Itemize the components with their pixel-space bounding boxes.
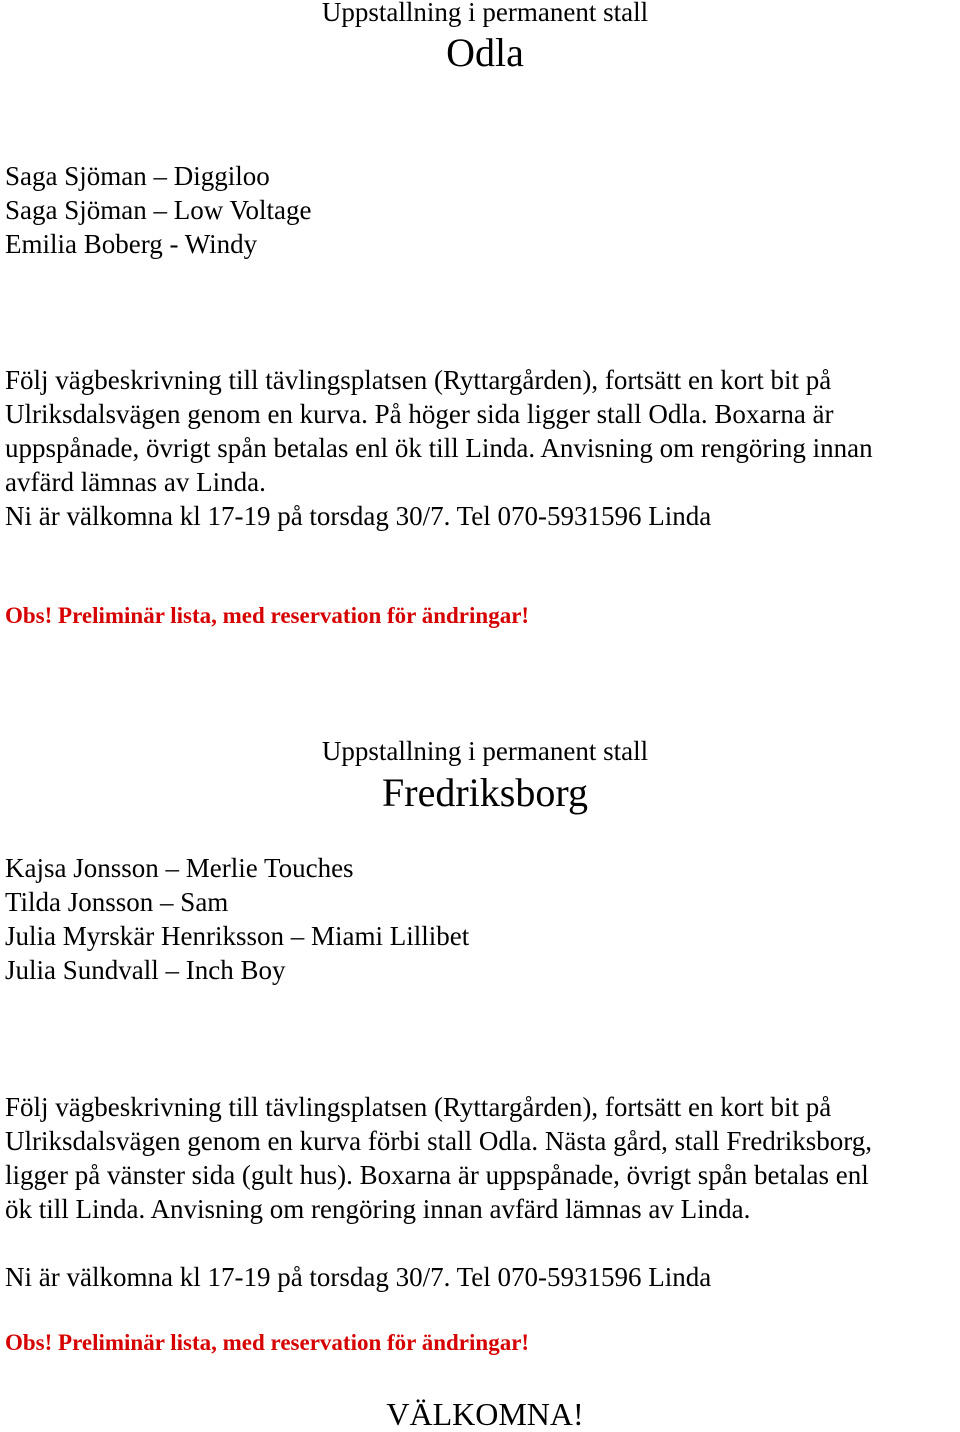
rider-entry: Tilda Jonsson – Sam	[5, 887, 229, 917]
closing-greeting: VÄLKOMNA!	[386, 1396, 584, 1432]
directions-line: Följ vägbeskrivning till tävlingsplatsen (Ryttargården), fortsätt en kort bit på	[5, 365, 832, 395]
directions-line: Ulriksdalsvägen genom en kurva förbi stall Odla. Nästa gård, stall Fredriksborg,	[5, 1126, 873, 1156]
rider-entry: Emilia Boberg - Windy	[5, 229, 258, 259]
rider-entry: Julia Sundvall – Inch Boy	[5, 955, 286, 985]
section-title: Fredriksborg	[382, 770, 588, 815]
directions-line: ök till Linda. Anvisning om rengöring innan avfärd lämnas av Linda.	[5, 1194, 751, 1224]
rider-entry: Saga Sjöman – Low Voltage	[5, 195, 312, 225]
directions-line: Följ vägbeskrivning till tävlingsplatsen (Ryttargården), fortsätt en kort bit på	[5, 1092, 832, 1122]
preliminary-notice: Obs! Preliminär lista, med reservation för ändringar!	[5, 603, 530, 628]
directions-line: uppspånade, övrigt spån betalas enl ök till Linda. Anvisning om rengöring innan	[5, 433, 873, 463]
directions-line: ligger på vänster sida (gult hus). Boxarna är uppspånade, övrigt spån betalas enl	[5, 1160, 869, 1190]
rider-entry: Kajsa Jonsson – Merlie Touches	[5, 853, 354, 883]
rider-entry: Saga Sjöman – Diggiloo	[5, 161, 270, 191]
section-subtitle: Uppstallning i permanent stall	[321, 736, 649, 766]
section-title: Odla	[446, 30, 524, 75]
welcome-line: Ni är välkomna kl 17-19 på torsdag 30/7. Tel 070-5931596 Linda	[5, 501, 712, 531]
directions-line: Ulriksdalsvägen genom en kurva. På höger sida ligger stall Odla. Boxarna är	[5, 399, 834, 429]
section-subtitle: Uppstallning i permanent stall	[321, 0, 649, 27]
rider-entry: Julia Myrskär Henriksson – Miami Lillibet	[5, 921, 470, 951]
directions-line: avfärd lämnas av Linda.	[5, 467, 266, 497]
welcome-line: Ni är välkomna kl 17-19 på torsdag 30/7. Tel 070-5931596 Linda	[5, 1262, 712, 1292]
preliminary-notice: Obs! Preliminär lista, med reservation för ändringar!	[5, 1330, 530, 1355]
